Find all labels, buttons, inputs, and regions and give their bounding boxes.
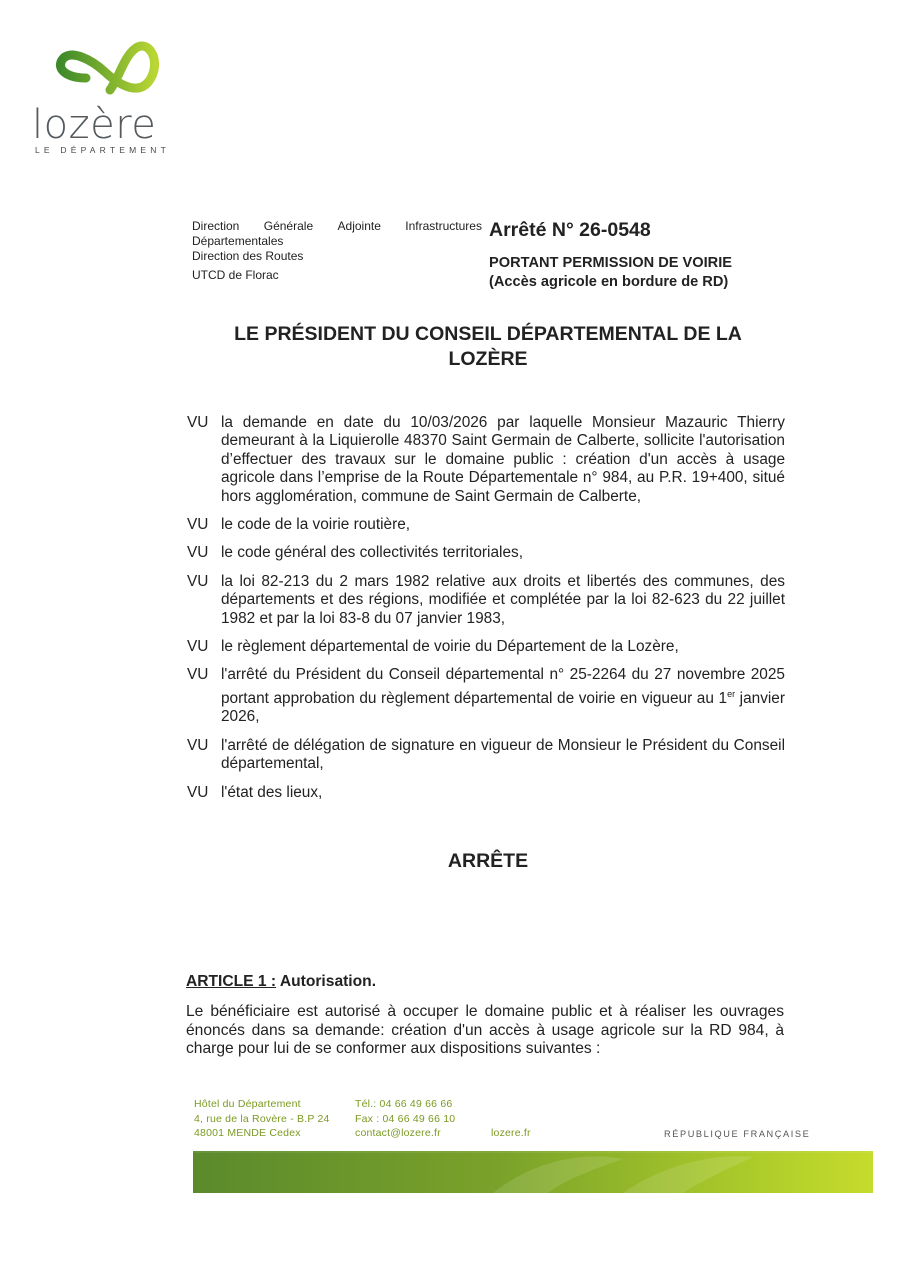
footer-website: lozere.fr (491, 1127, 531, 1139)
vu-item: VU l'état des lieux, (187, 783, 323, 801)
service-line-4: UTCD de Florac (192, 268, 279, 282)
president-heading: LE PRÉSIDENT DU CONSEIL DÉPARTEMENTAL DE LA LOZÈRE (234, 323, 742, 370)
service-line-3: Direction des Routes (192, 249, 304, 263)
vu-list (187, 414, 785, 812)
lozere-logo (30, 32, 190, 157)
footer-republique: RÉPUBLIQUE FRANÇAISE (664, 1129, 811, 1139)
arrete-subtitle: PORTANT PERMISSION DE VOIRIE (Accès agricole en bordure de RD) (489, 255, 732, 290)
vu-item: VU le code de la voirie routière, (187, 516, 411, 534)
footer-contact: Tél.: 04 66 49 66 66 Fax : 04 66 49 66 10 contact@lozere.fr (355, 1098, 456, 1140)
vu-item: VU la loi 82-213 du 2 mars 1982 relative aux droits et libertés des communes, des départements et des régions, modifiée et complétée par la loi 82-623 du 22 juillet 1982 et par la loi 83-8 du 07 janvier 1983, (187, 572, 785, 627)
vu-item: VU l'arrêté du Président du Conseil départemental n° 25-2264 du 27 novembre 2025 portant approbation du règlement départemental de voirie en vigueur au 1er janvier 2026, (187, 666, 785, 726)
issuing-service (192, 219, 482, 283)
footer-green-band (193, 1151, 873, 1193)
arrete-number: Arrêté N° 26-0548 (489, 219, 651, 241)
article-1-heading: ARTICLE 1 : Autorisation. (186, 973, 377, 990)
service-line-2: Départementales (192, 234, 284, 248)
infinity-loop-icon (50, 32, 180, 112)
service-line-1: Direction Générale Adjointe Infrastructures (192, 219, 482, 233)
logo-subtitle: LE DÉPARTEMENT (35, 145, 171, 155)
vu-item: VU la demande en date du 10/03/2026 par laquelle Monsieur Mazauric Thierry demeurant à la Liquierolle 48370 Saint Germain de Calberte, sollicite l'autorisation d’effectuer des travaux sur le domaine public : création d'un accès à usage agricole dans l’emprise de la Route Départementale n° 984, au P.R. 19+400, situé hors agglomération, commune de Saint Germain de Calberte, (187, 414, 785, 505)
logo-wordmark: lozère (32, 102, 157, 148)
vu-item: VU l'arrêté de délégation de signature en vigueur de Monsieur le Président du Conseil départemental, (187, 736, 785, 773)
footer-address: Hôtel du Département 4, rue de la Rovère - B.P 24 48001 MENDE Cedex (194, 1098, 330, 1140)
vu-item: VU le règlement départemental de voirie du Département de la Lozère, (187, 638, 679, 656)
vu-item: VU le code général des collectivités territoriales, (187, 544, 523, 562)
article-1-body: Le bénéficiaire est autorisé à occuper le domaine public et à réaliser les ouvrages énoncés dans sa demande: création d'un accès à usage agricole sur la RD 984, à charge pour lui de se conformer aux dispositions suivantes : (186, 1003, 784, 1058)
arrete-heading: ARRÊTE (447, 850, 529, 872)
